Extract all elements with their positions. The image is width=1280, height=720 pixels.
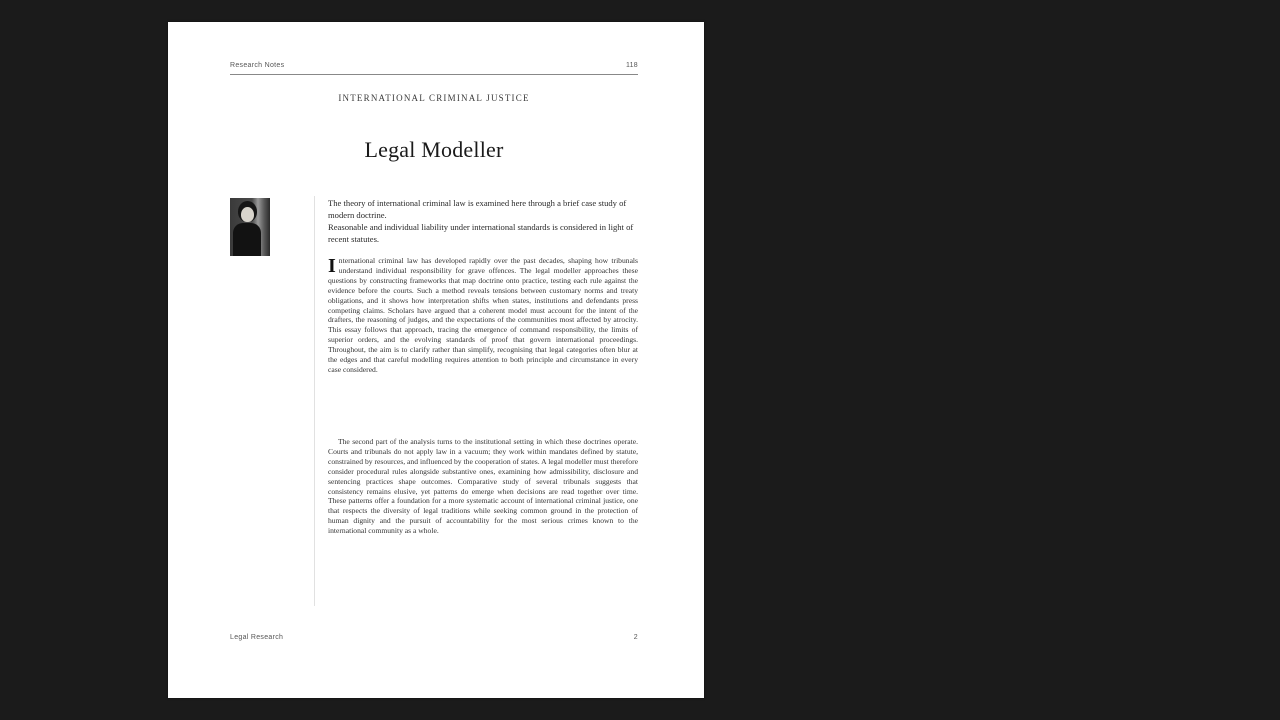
body-paragraph-1 (328, 256, 638, 375)
drop-cap: I (328, 255, 336, 277)
portrait-head (241, 207, 254, 222)
abstract (328, 198, 638, 246)
article-title: Legal Modeller (364, 137, 504, 162)
footer-label: Legal Research (230, 634, 284, 641)
author-portrait-icon (230, 198, 270, 256)
running-head-page-number: 118 (625, 62, 638, 69)
running-head-left: Research Notes (230, 62, 285, 69)
document-page (168, 22, 704, 698)
page-footer (230, 634, 638, 644)
portrait-body (233, 223, 261, 256)
running-head (230, 62, 638, 74)
body-paragraph-2: The second part of the analysis turns to the institutional setting in which these doctrines operate. Courts and tribunals do not apply law in a vacuum; they work within mandates defined by statute, constrained by resources, and influenced by the cooperation of states. A legal modeller must therefore consider procedural rules alongside substantive ones, examining how admissibility, disclosure and sentencing practices shape outcomes. Comparative study of several tribunals suggests that consistency remains elusive, yet patterns do emerge when decisions are read together over time. These patterns offer a foundation for a more systematic account of international criminal justice, one that respects the diversity of legal traditions while seeking common ground in the protection of human dignity and the pursuit of accountability for the most serious crimes known to the international community as a whole. (328, 437, 638, 536)
footer-page-number: 2 (633, 634, 638, 641)
column-divider (314, 196, 315, 606)
paragraph-text: nternational criminal law has developed rapidly over the past decades, shaping how tribunals understand individual responsibility for grave offences. The legal modeller approaches these questions by constructing frameworks that map doctrine onto practice, testing each rule against the evidence before the courts. Such a method reveals tensions between customary norms and treaty obligations, and it shows how interpretation shifts when states, institutions and defendants press competing claims. Scholars have argued that a coherent model must account for the intent of the drafters, the reasoning of judges, and the expectations of the communities most affected by atrocity. This essay follows that approach, tracing the emergence of command responsibility, the limits of superior orders, and the evolving standards of proof that govern international proceedings. Throughout, the aim is to clarify rather than simplify, recognising that legal categories often blur at the edges and that careful modelling requires attention to both principle and circumstance in every case considered. (328, 256, 638, 374)
abstract-line: The theory of international criminal law is examined here through a brief case study of modern doctrine. (328, 198, 627, 220)
abstract-line: Reasonable and individual liability under international standards is considered in light of recent statutes. (328, 222, 634, 244)
section-label: INTERNATIONAL CRIMINAL JUSTICE (338, 93, 530, 103)
header-divider (230, 74, 638, 75)
